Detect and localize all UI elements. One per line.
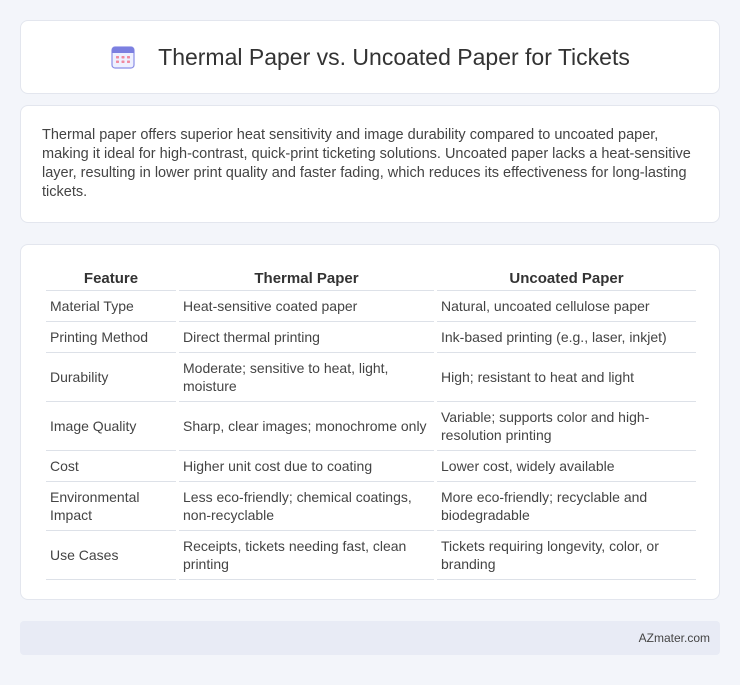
feature-cell: Cost bbox=[46, 451, 176, 482]
summary-card bbox=[20, 105, 720, 223]
header-thermal-paper: Thermal Paper bbox=[179, 267, 434, 291]
thermal-cell: Receipts, tickets needing fast, clean printing bbox=[179, 531, 434, 580]
uncoated-cell: More eco-friendly; recyclable and biodegradable bbox=[437, 482, 696, 531]
table-row bbox=[46, 291, 696, 322]
header-feature: Feature bbox=[46, 267, 176, 291]
table-row bbox=[46, 353, 696, 402]
uncoated-cell: Tickets requiring longevity, color, or branding bbox=[437, 531, 696, 580]
feature-cell: Environmental Impact bbox=[46, 482, 176, 531]
thermal-cell: Heat-sensitive coated paper bbox=[179, 291, 434, 322]
feature-cell: Use Cases bbox=[46, 531, 176, 580]
title-card bbox=[20, 20, 720, 94]
thermal-cell: Direct thermal printing bbox=[179, 322, 434, 353]
uncoated-cell: Ink-based printing (e.g., laser, inkjet) bbox=[437, 322, 696, 353]
table-row bbox=[46, 531, 696, 580]
thermal-cell: Less eco-friendly; chemical coatings, non-recyclable bbox=[179, 482, 434, 531]
footer-site-link[interactable]: AZmater.com bbox=[638, 631, 710, 645]
uncoated-cell: High; resistant to heat and light bbox=[437, 353, 696, 402]
summary-text: Thermal paper offers superior heat sensitivity and image durability compared to uncoated paper, making it ideal for high-contrast, quick-print ticketing solutions. Uncoated paper lacks a heat-sensitive layer, resulting in lower print quality and faster fading, which reduces its effectiveness for long-lasting tickets. bbox=[42, 127, 691, 200]
uncoated-cell: Natural, uncoated cellulose paper bbox=[437, 291, 696, 322]
uncoated-cell: Lower cost, widely available bbox=[437, 451, 696, 482]
feature-cell: Durability bbox=[46, 353, 176, 402]
header-uncoated-paper: Uncoated Paper bbox=[437, 267, 696, 291]
calendar-icon bbox=[110, 44, 136, 70]
feature-cell: Printing Method bbox=[46, 322, 176, 353]
table-row bbox=[46, 402, 696, 451]
feature-cell: Material Type bbox=[46, 291, 176, 322]
page-title: Thermal Paper vs. Uncoated Paper for Tickets bbox=[158, 43, 630, 70]
thermal-cell: Moderate; sensitive to heat, light, moisture bbox=[179, 353, 434, 402]
feature-cell: Image Quality bbox=[46, 402, 176, 451]
comparison-table bbox=[43, 267, 699, 580]
uncoated-cell: Variable; supports color and high-resolution printing bbox=[437, 402, 696, 451]
thermal-cell: Higher unit cost due to coating bbox=[179, 451, 434, 482]
table-row bbox=[46, 322, 696, 353]
footer bbox=[20, 621, 720, 655]
comparison-table-card bbox=[20, 244, 720, 600]
table-row bbox=[46, 482, 696, 531]
thermal-cell: Sharp, clear images; monochrome only bbox=[179, 402, 434, 451]
table-row bbox=[46, 451, 696, 482]
table-header-row bbox=[46, 267, 696, 291]
